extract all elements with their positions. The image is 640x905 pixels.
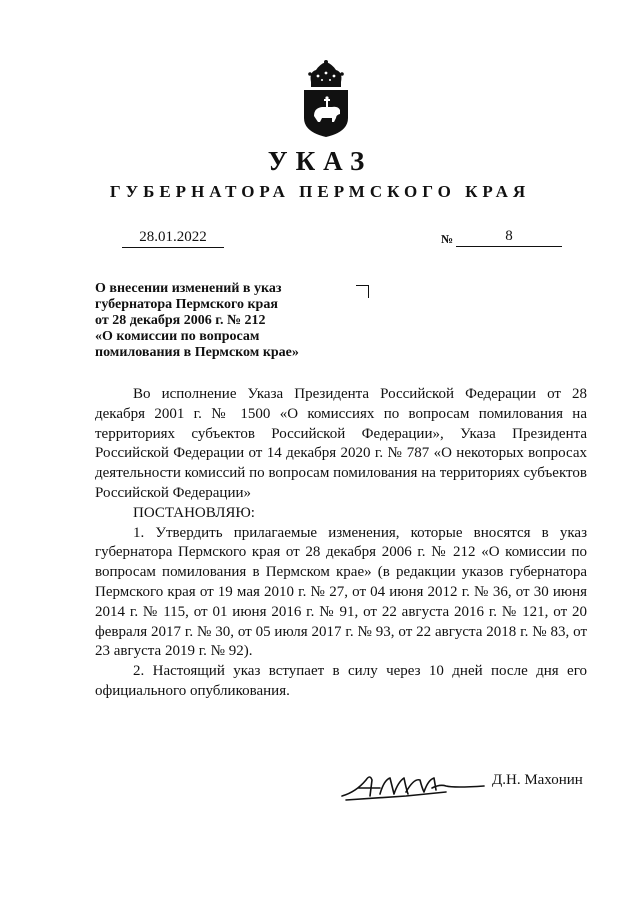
heading-corner-mark: [356, 285, 369, 298]
preamble-paragraph: Во исполнение Указа Президента Российской Федерации от 28 декабря 2001 г. № 1500 «О комиссиях по вопросам помилования на территориях субъектов Российской Федерации», Указа Президента Российской Федерации от 14 декабря 2020 г. № 787 «О некоторых вопросах деятельности комиссий по вопросам помилования на территориях субъектов Российской Федерации»: [95, 386, 587, 501]
number-sign: №: [441, 232, 454, 246]
heading-line: «О комиссии по вопросам: [95, 329, 260, 344]
heading-line: помилования в Пермском крае»: [95, 345, 299, 360]
item-2-paragraph: 2. Настоящий указ вступает в силу через 10 дней после дня его официального опубликования.: [95, 663, 587, 699]
document-date: 28.01.2022: [139, 229, 207, 245]
number-field: [456, 226, 562, 247]
handwritten-signature: [336, 766, 486, 806]
document-heading: [95, 281, 355, 361]
heading-line: губернатора Пермского края: [95, 297, 278, 312]
date-field: [122, 227, 224, 248]
document-body: [95, 385, 587, 702]
signer-name: Д.Н. Махонин: [492, 772, 583, 788]
item-1-paragraph: 1. Утвердить прилагаемые изменения, которые вносятся в указ губернатора Пермского края от 28 декабря 2006 г. № 212 «О комиссии по вопросам помилования в Пермском крае» (в редакции указов губернатора Пермского края от 19 мая 2010 г. № 27, от 04 июня 2012 г. № 36, от 30 июня 2014 г. № 115, от 01 июня 2016 г. № 91, от 22 августа 2016 г. № 121, от 20 февраля 2017 г. № 30, от 05 июля 2017 г. № 93, от 22 августа 2018 г. № 83, от 23 августа 2019 г. № 92).: [95, 524, 587, 660]
decree-word: ПОСТАНОВЛЯЮ:: [133, 504, 255, 521]
document-number: 8: [505, 228, 513, 244]
heading-line: от 28 декабря 2006 г. № 212: [95, 313, 266, 328]
heading-line: О внесении изменений в указ: [95, 281, 282, 296]
perm-krai-coat-of-arms-emblem: [300, 60, 352, 138]
document-title: УКАЗ: [267, 146, 373, 176]
document-subtitle: ГУБЕРНАТОРА ПЕРМСКОГО КРАЯ: [109, 182, 531, 201]
